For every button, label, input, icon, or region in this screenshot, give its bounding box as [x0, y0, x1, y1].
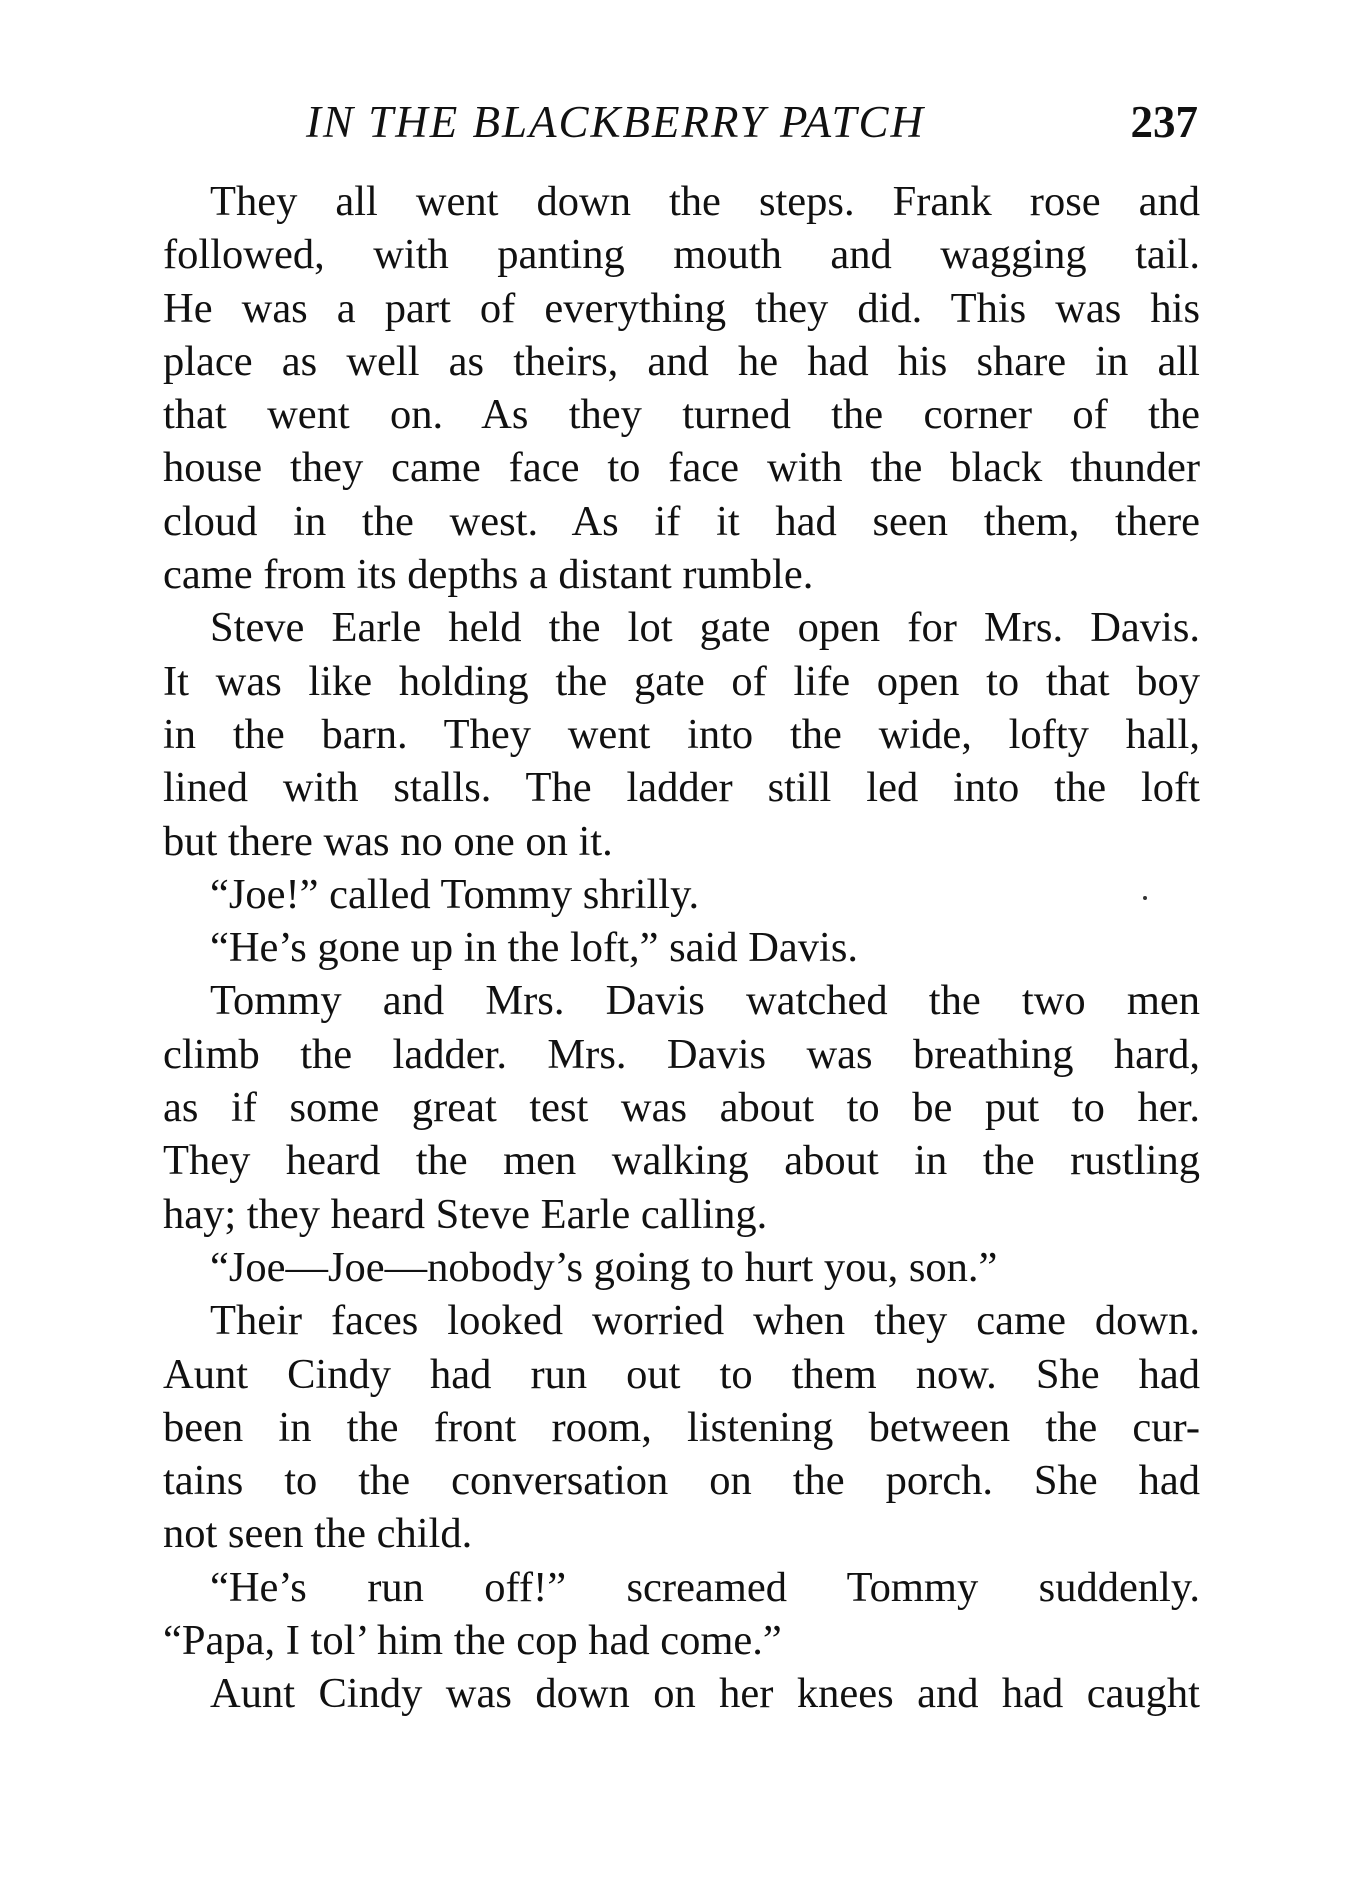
text-line: Aunt Cindy was down on her knees and had caught — [210, 1670, 1200, 1718]
text-line: “Joe—Joe—nobody’s going to hurt you, son.” — [210, 1243, 998, 1291]
text-line: place as well as theirs, and he had his share in all — [163, 337, 1200, 385]
paragraph-9 — [163, 1667, 1200, 1720]
text-line: as if some great test was about to be put to her. — [163, 1084, 1200, 1132]
paragraph-4 — [163, 921, 1200, 974]
paragraph-3 — [163, 868, 1200, 921]
text-line: Tommy and Mrs. Davis watched the two men — [210, 977, 1200, 1025]
paragraph-6 — [163, 1241, 1200, 1294]
text-line: that went on. As they turned the corner of the — [163, 391, 1200, 439]
running-title: IN THE BLACKBERRY PATCH — [306, 97, 926, 147]
text-line: been in the front room, listening between the cur- — [163, 1403, 1200, 1451]
text-line: hay; they heard Steve Earle calling. — [163, 1190, 768, 1238]
text-line: He was a part of everything they did. This was his — [163, 284, 1200, 332]
running-head — [166, 92, 1198, 152]
ink-speck — [1143, 896, 1147, 900]
text-line: tains to the conversation on the porch. She had — [163, 1457, 1200, 1505]
text-line: “He’s gone up in the loft,” said Davis. — [210, 924, 858, 972]
text-line: followed, with panting mouth and wagging tail. — [163, 231, 1200, 279]
text-line: cloud in the west. As if it had seen them, there — [163, 497, 1200, 545]
text-line: came from its depths a distant rumble. — [163, 551, 814, 599]
text-line: “Papa, I tol’ him the cop had come.” — [163, 1617, 782, 1665]
paragraph-7 — [163, 1294, 1200, 1560]
paragraph-5 — [163, 974, 1200, 1240]
text-line: “Joe!” called Tommy shrilly. — [210, 870, 700, 918]
text-line: but there was no one on it. — [163, 817, 613, 865]
paragraph-8 — [163, 1561, 1200, 1668]
text-line: It was like holding the gate of life open to that boy — [163, 657, 1200, 705]
text-line: They heard the men walking about in the rustling — [163, 1137, 1200, 1185]
paragraph-1 — [163, 175, 1200, 601]
text-line: house they came face to face with the black thunder — [163, 444, 1200, 492]
paragraph-2 — [163, 601, 1200, 867]
text-line: Their faces looked worried when they came down. — [210, 1297, 1200, 1345]
text-line: in the barn. They went into the wide, lofty hall, — [163, 710, 1200, 758]
text-line: Steve Earle held the lot gate open for Mrs. Davis. — [210, 604, 1200, 652]
text-line: Aunt Cindy had run out to them now. She had — [163, 1350, 1200, 1398]
text-line: climb the ladder. Mrs. Davis was breathing hard, — [163, 1030, 1200, 1078]
text-line: lined with stalls. The ladder still led into the loft — [163, 764, 1200, 812]
text-line: not seen the child. — [163, 1510, 473, 1558]
text-line: They all went down the steps. Frank rose and — [210, 178, 1200, 225]
text-line: “He’s run off!” screamed Tommy suddenly. — [210, 1563, 1200, 1611]
body-text — [163, 175, 1200, 1721]
page-number: 237 — [1130, 97, 1198, 147]
